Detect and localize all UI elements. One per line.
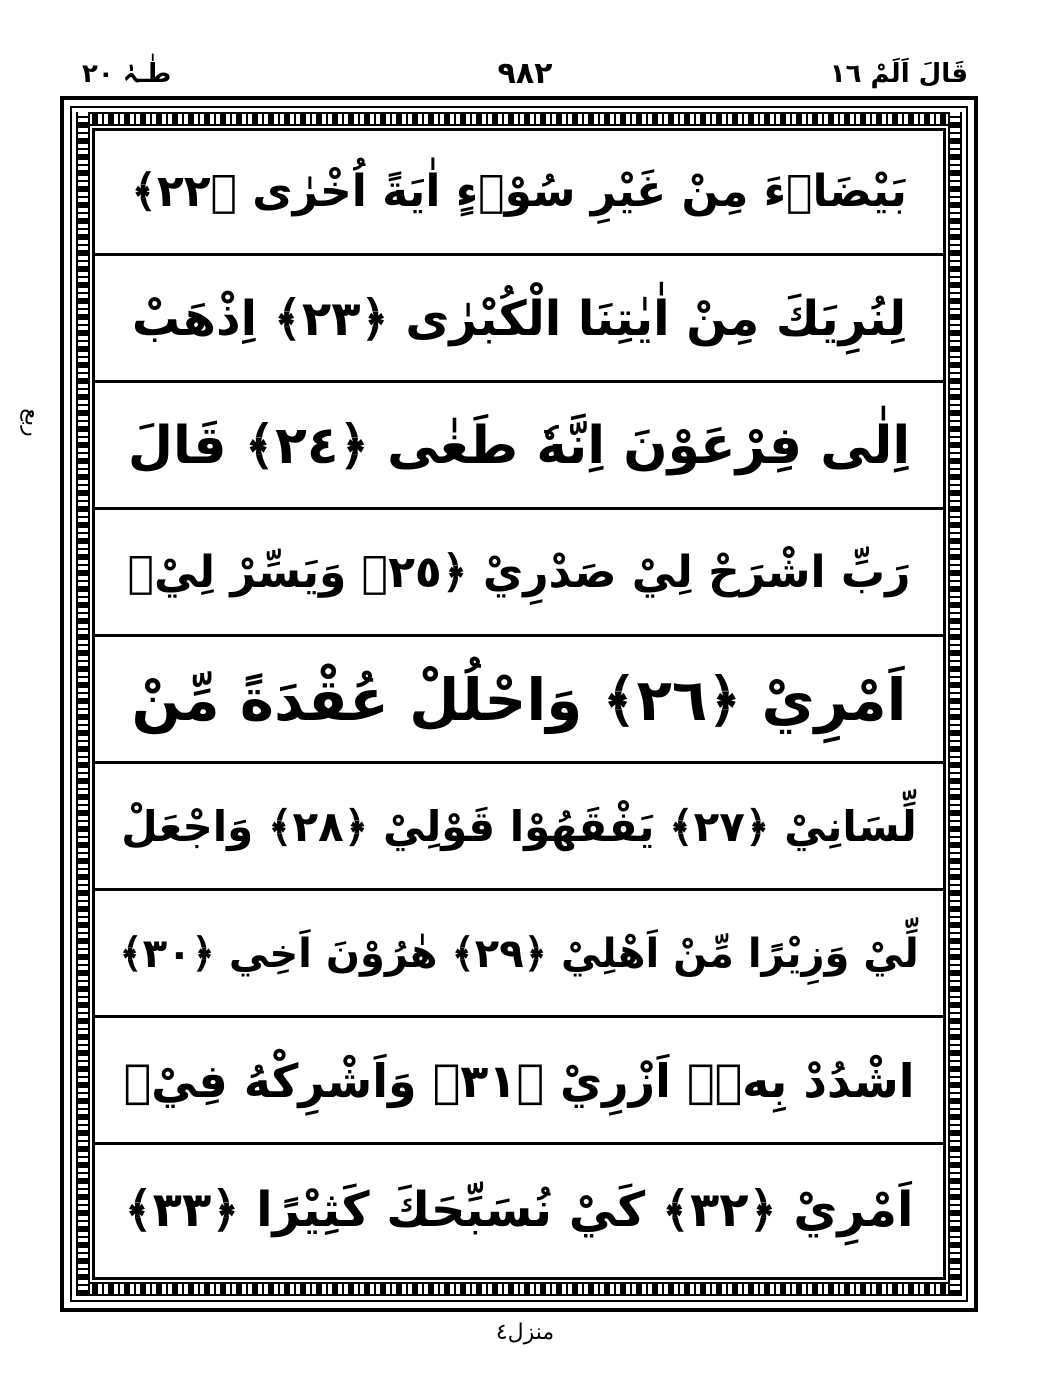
text-panel (92, 128, 946, 1280)
para-name: قَالَ اَلَمْ ١٦ (829, 59, 968, 89)
verse-text: اشْدُدْ بِهٖۤ اَزْرِيْ ﴿٣١﴾ وَاَشْرِكْهُ فِيْۤ (123, 1054, 915, 1108)
surah-name: طٰـہٰ ٢٠ (82, 59, 172, 89)
verse-text: لِنُرِيَكَ مِنْ اٰيٰتِنَا الْكُبْرٰى ﴿٢٣﴾ اِذْهَبْ (131, 291, 907, 347)
text-line (95, 258, 943, 383)
verse-text: اَمْرِيْ ﴿٢٦﴾ وَاحْلُلْ عُقْدَةً مِّنْ (131, 666, 907, 734)
text-line (95, 1020, 943, 1145)
verse-text: لِّسَانِيْ ﴿٢٧﴾ يَفْقَهُوْا قَوْلِيْ ﴿٢٨﴾ وَاجْعَلْ (121, 802, 917, 851)
text-line (95, 512, 943, 637)
text-line (95, 385, 943, 510)
text-line (95, 639, 943, 764)
ornament-border-bottom (76, 1282, 962, 1296)
verse-text: لِّيْ وَزِيْرًا مِّنْ اَهْلِيْ ﴿٢٩﴾ هٰرُوْنَ اَخِي ﴿٣٠﴾ (119, 931, 919, 977)
page-header (0, 52, 1050, 100)
verse-text: رَبِّ اشْرَحْ لِيْ صَدْرِيْ ﴿٢٥﴾ وَيَسِّرْ لِيْۤ (127, 547, 911, 598)
ornament-border-top (76, 112, 962, 126)
margin-mark: ربع (19, 408, 45, 437)
ornament-border-right (948, 112, 962, 1296)
text-line (95, 1147, 943, 1272)
verse-text: اِلٰى فِرْعَوْنَ اِنَّهٗ طَغٰى ﴿٢٤﴾ قَالَ (127, 416, 911, 476)
page-number: ٩٨٢ (497, 56, 553, 91)
text-line (95, 766, 943, 891)
text-line (95, 131, 943, 256)
ornament-border-left (76, 112, 90, 1296)
manzil-footer: منزل٤ (495, 1320, 555, 1345)
text-line (95, 893, 943, 1018)
verse-text: بَيْضَاۤءَ مِنْ غَيْرِ سُوْۤءٍ اٰيَةً اُخْرٰى ﴿٢٢﴾ (131, 166, 907, 217)
verse-text: اَمْرِيْ ﴿٣٢﴾ كَيْ نُسَبِّحَكَ كَثِيْرًا ﴿٣٣﴾ (124, 1181, 914, 1238)
